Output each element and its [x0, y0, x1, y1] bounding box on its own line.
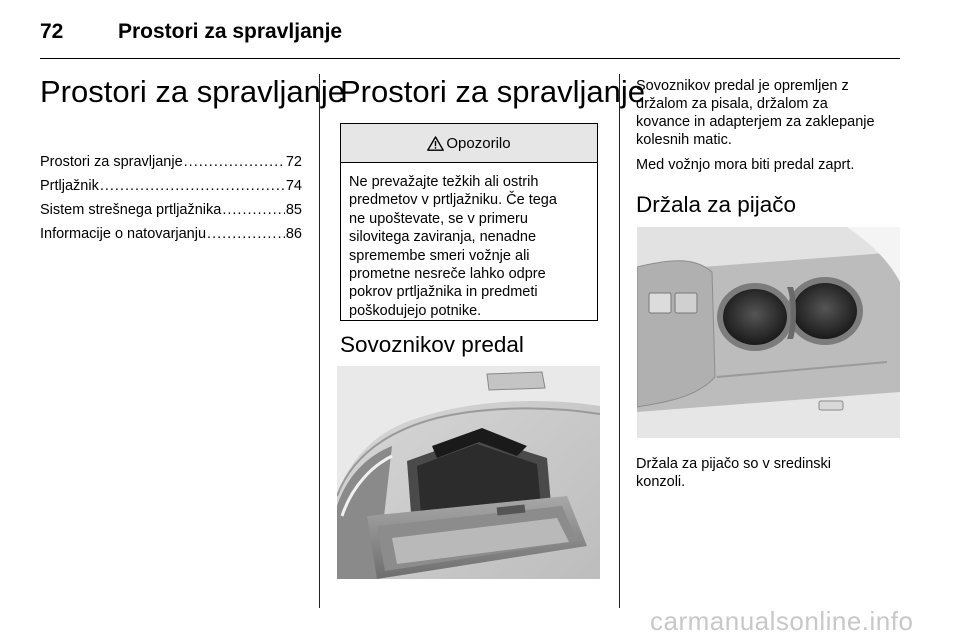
- warning-line: pokrov prtljažnika in predmeti: [349, 284, 538, 301]
- toc-entry-title: Sistem strešnega prtljažnika: [40, 202, 222, 218]
- toc-entry[interactable]: [40, 150, 302, 174]
- warning-line: predmetov v prtljažniku. Če tega: [349, 192, 557, 209]
- text-line: Držala za pijačo so v sredinski: [636, 456, 832, 472]
- warning-header: [341, 124, 597, 163]
- warning-text: [341, 163, 597, 320]
- toc-entry-title: Prtljažnik: [40, 178, 99, 194]
- toc-entry-page: 72: [285, 154, 302, 170]
- page-number: 72: [40, 20, 64, 43]
- toc-entry-page: 85: [285, 202, 302, 218]
- glovebox-driving-note: Med vožnjo mora biti predal zaprt.: [636, 157, 855, 173]
- toc-leader: [222, 198, 285, 222]
- text-line: Sovoznikov predal je opremljen z: [636, 78, 849, 94]
- text-line: držalom za pisala, držalom za: [636, 96, 828, 112]
- cupholder-photo: [637, 227, 900, 438]
- warning-line: poškodujejo potnike.: [349, 302, 482, 319]
- warning-line: ne upoštevate, se v primeru: [349, 210, 528, 227]
- toc-entry-page: 74: [285, 178, 302, 194]
- toc-entry-title: Prostori za spravljanje: [40, 154, 183, 170]
- glovebox-photo: [337, 366, 600, 579]
- warning-line: spremembe smeri vožnje ali: [349, 247, 530, 264]
- column-divider-2: [619, 74, 620, 608]
- chapter-heading: Prostori za spravljanje: [40, 74, 345, 109]
- text-line: konzoli.: [636, 474, 686, 490]
- toc-leader: [207, 222, 285, 246]
- toc-leader: [100, 174, 285, 198]
- chapter-toc: [40, 150, 302, 246]
- glovebox-subheading: Sovoznikov predal: [340, 332, 524, 357]
- header-rule: [40, 58, 900, 59]
- column-divider-1: [319, 74, 320, 608]
- toc-entry[interactable]: [40, 222, 302, 246]
- warning-line: prometne nesreče lahko odpre: [349, 266, 546, 283]
- glovebox-description: [636, 77, 906, 149]
- cupholder-description: [636, 455, 896, 491]
- warning-line: silovitega zaviranja, nenadne: [349, 229, 537, 246]
- warning-line: Ne prevažajte težkih ali ostrih: [349, 174, 539, 190]
- watermark: carmanualsonline.info: [650, 606, 914, 636]
- running-header-title: Prostori za spravljanje: [118, 20, 343, 43]
- cupholder-heading: Držala za pijačo: [636, 192, 797, 217]
- toc-entry-title: Informacije o natovarjanju: [40, 226, 207, 242]
- warning-title: Opozorilo: [446, 134, 511, 152]
- toc-entry-page: 86: [285, 226, 302, 242]
- text-line: kovance in adapterjem za zaklepanje: [636, 114, 875, 130]
- warning-box: [340, 123, 598, 321]
- warning-triangle-icon: [427, 136, 444, 151]
- toc-entry[interactable]: [40, 198, 302, 222]
- toc-leader: [184, 150, 285, 174]
- toc-entry[interactable]: [40, 174, 302, 198]
- text-line: kolesnih matic.: [636, 132, 732, 148]
- section-heading: Prostori za spravljanje: [340, 74, 645, 109]
